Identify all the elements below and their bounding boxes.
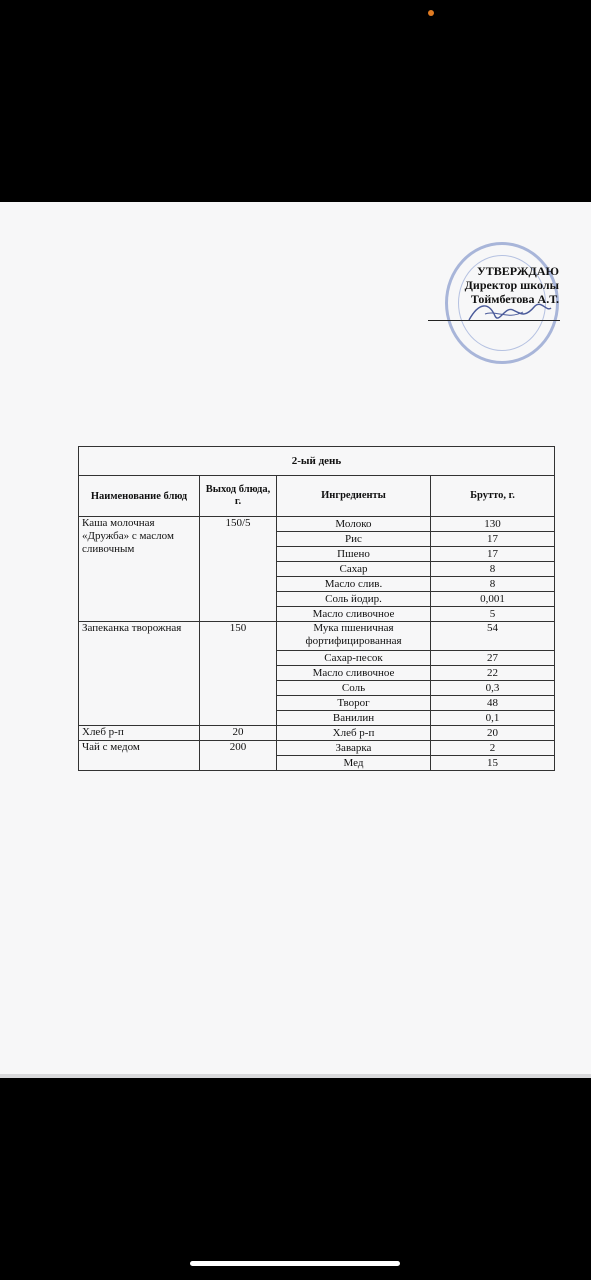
dish-name: Хлеб р-п [79,726,200,741]
ingredient-gross: 8 [431,562,555,577]
dish-name: Чай с медом [79,741,200,771]
document-page [0,202,591,1078]
ingredient-name: Пшено [277,547,431,562]
ingredient-gross: 0,001 [431,592,555,607]
table-row [79,517,555,532]
ingredient-gross: 2 [431,741,555,756]
ingredient-name: Ванилин [277,711,431,726]
signature-line [428,320,560,321]
header-dish-name: Наименование блюд [79,476,200,517]
ingredient-name: Масло слив. [277,577,431,592]
ingredient-gross: 20 [431,726,555,741]
ingredient-gross: 48 [431,696,555,711]
ingredient-gross: 27 [431,651,555,666]
ingredient-name: Соль [277,681,431,696]
approval-person: Тоймбетова А.Т. [470,292,559,306]
dish-yield: 200 [200,741,277,771]
ingredient-name: Заварка [277,741,431,756]
ingredient-name: Хлеб р-п [277,726,431,741]
ingredient-gross: 8 [431,577,555,592]
ingredient-gross: 15 [431,756,555,771]
dish-yield: 150/5 [200,517,277,622]
ingredient-gross: 5 [431,607,555,622]
dish-yield: 20 [200,726,277,741]
header-gross: Брутто, г. [431,476,555,517]
ingredient-name: Сахар [277,562,431,577]
paper-edge [0,1074,591,1078]
table-header-row [79,476,555,517]
ingredient-gross: 54 [431,622,555,651]
table-row [79,741,555,756]
dish-yield: 150 [200,622,277,726]
status-indicator-dot [428,10,434,16]
dish-name: Каша молочная «Дружба» с маслом сливочным [79,517,200,622]
ingredient-name: Соль йодир. [277,592,431,607]
ingredient-gross: 17 [431,547,555,562]
ingredient-name: Творог [277,696,431,711]
ingredient-name: Молоко [277,517,431,532]
approval-position: Директор школы [464,278,559,292]
header-ingredients: Ингредиенты [277,476,431,517]
table-row [79,726,555,741]
ingredient-name: Мед [277,756,431,771]
ingredient-gross: 17 [431,532,555,547]
dish-name: Запеканка творожная [79,622,200,726]
ingredient-name: Сахар-песок [277,651,431,666]
signature-image [465,298,555,328]
header-yield: Выход блюда, г. [200,476,277,517]
menu-table [78,446,555,771]
ingredient-name: Масло сливочное [277,607,431,622]
ingredient-name: Рис [277,532,431,547]
table-row [79,622,555,651]
day-title: 2-ый день [79,447,555,476]
ingredient-gross: 22 [431,666,555,681]
home-indicator [190,1261,400,1266]
ingredient-gross: 0,3 [431,681,555,696]
ingredient-gross: 130 [431,517,555,532]
ingredient-name: Масло сливочное [277,666,431,681]
ingredient-gross: 0,1 [431,711,555,726]
ingredient-name: Мука пшеничная фортифицированная [277,622,431,651]
approval-title: УТВЕРЖДАЮ [476,264,559,278]
table-title-row [79,447,555,476]
